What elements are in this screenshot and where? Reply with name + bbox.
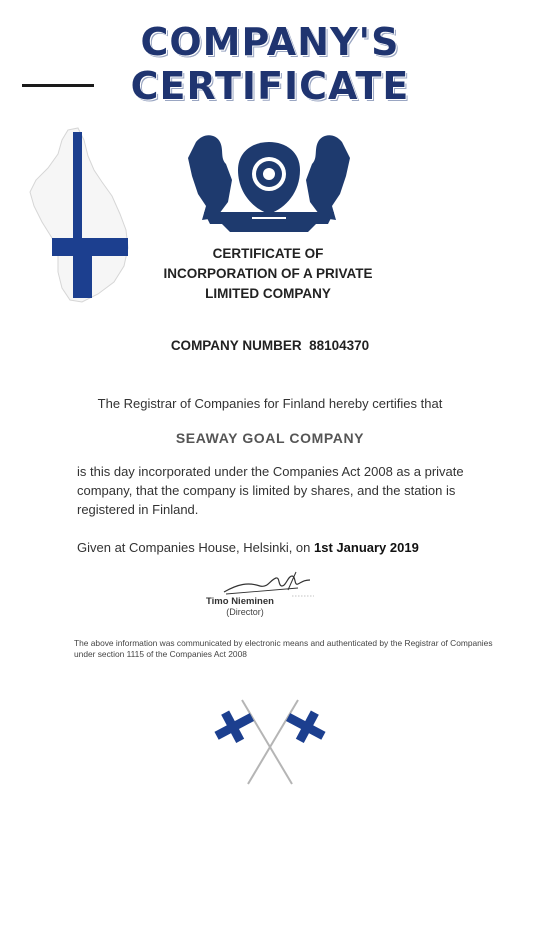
signer-title: (Director) bbox=[226, 607, 264, 617]
page-title: COMPANY'S CERTIFICATE bbox=[130, 20, 410, 108]
title-underline bbox=[22, 84, 94, 87]
given-at-line bbox=[77, 540, 497, 555]
signer-name: Timo Nieminen bbox=[206, 596, 274, 607]
registrar-statement: The Registrar of Companies for Finland hereby certifies that bbox=[97, 396, 443, 411]
lion-crest-icon bbox=[182, 128, 356, 232]
company-number-row bbox=[100, 338, 440, 353]
finland-map-flag-icon bbox=[28, 126, 134, 306]
incorporation-text: is this day incorporated under the Companies Act 2008 as a private company, that the company is limited by shares, and the station is registered in Finland. bbox=[77, 464, 464, 517]
company-number-label: COMPANY NUMBER bbox=[170, 338, 302, 353]
certificate-heading bbox=[140, 244, 396, 304]
given-date: 1st January 2019 bbox=[314, 540, 419, 555]
company-name: SEAWAY GOAL COMPANY bbox=[175, 430, 365, 446]
given-at-text: Given at Companies House, Helsinki, on bbox=[77, 540, 311, 555]
certificate-heading-line: LIMITED COMPANY bbox=[205, 286, 331, 301]
certificate-heading-line: CERTIFICATE OF bbox=[212, 246, 324, 261]
authentication-note: The above information was communicated by electronic means and authenticated by the Registrar of Companies under section 1115 of the Companies Act 2008 bbox=[74, 638, 493, 659]
certificate-heading-line: INCORPORATION OF A PRIVATE bbox=[163, 266, 373, 281]
company-number-value: 88104370 bbox=[309, 338, 370, 353]
crossed-flags-icon bbox=[204, 696, 336, 788]
